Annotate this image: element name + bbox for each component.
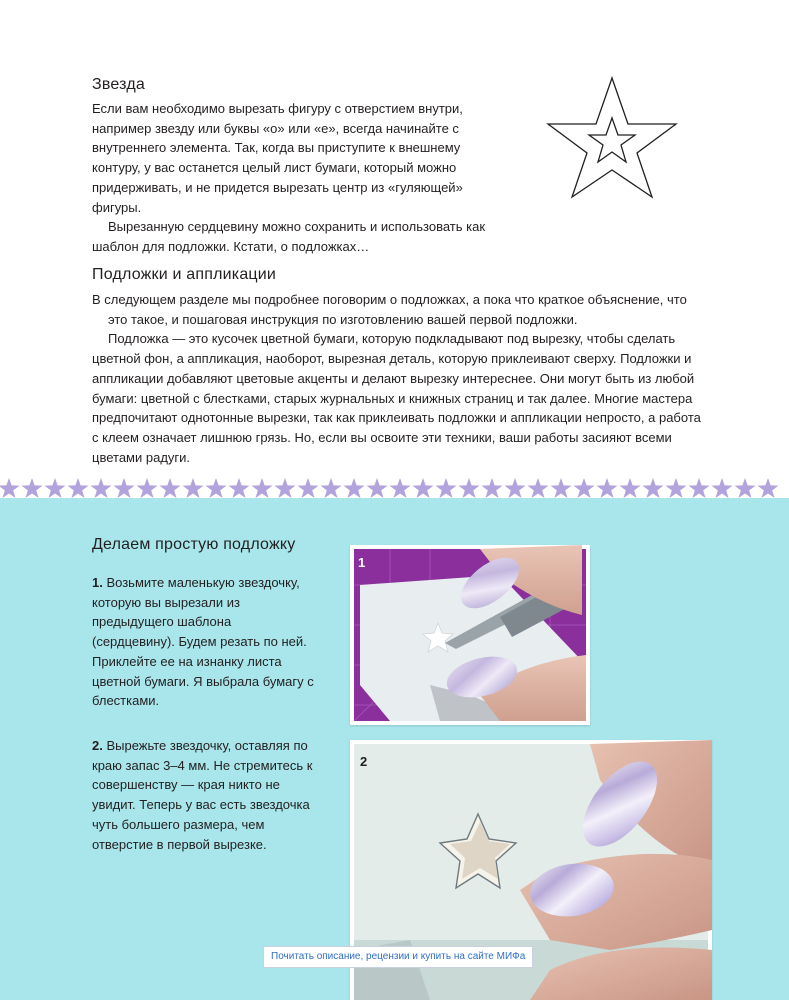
border-star-icon	[528, 478, 549, 498]
border-star-icon	[413, 478, 434, 498]
border-star-icon	[344, 478, 365, 498]
border-star-icon	[620, 478, 641, 498]
border-star-icon	[183, 478, 204, 498]
border-star-icon	[597, 478, 618, 498]
border-star-icon	[735, 478, 756, 498]
border-star-icon	[298, 478, 319, 498]
border-star-icon	[206, 478, 227, 498]
border-star-icon	[459, 478, 480, 498]
step-description: Возьмите маленькую звездочку, которую вы вырезали из предыдущего шаблона (сердцевину). Будем резать по ней. Приклейте ее на изнанку листа цветной бумаги. Я выбрала бумагу с блестками.	[92, 575, 314, 709]
star-border-decoration	[0, 476, 789, 502]
step-description: Вырежьте звездочку, оставляя по краю запас 3–4 мм. Не стремитесь к совершенству — края никто не увидит. Теперь у вас есть звездочка чуть большего размера, чем отверстие в первой вырезке.	[92, 738, 313, 852]
step-number: 1.	[92, 575, 103, 590]
border-star-icon	[137, 478, 158, 498]
border-star-icon	[482, 478, 503, 498]
star-row	[0, 476, 789, 502]
step-2-text	[92, 736, 316, 854]
border-star-icon	[574, 478, 595, 498]
border-star-icon	[22, 478, 43, 498]
border-star-icon	[436, 478, 457, 498]
star-section-text	[92, 99, 496, 257]
star-with-hole-illustration	[546, 76, 678, 200]
border-star-icon	[666, 478, 687, 498]
border-star-icon	[160, 478, 181, 498]
border-star-icon	[643, 478, 664, 498]
border-star-icon	[689, 478, 710, 498]
border-star-icon	[68, 478, 89, 498]
backing-section-title: Подложки и аппликации	[92, 266, 277, 283]
border-star-icon	[0, 478, 20, 498]
photo-number: 1	[358, 555, 366, 570]
border-star-icon	[91, 478, 112, 498]
step-number: 2.	[92, 738, 103, 753]
tutorial-title: Делаем простую подложку	[92, 536, 296, 553]
photo-number: 2	[360, 754, 368, 769]
border-star-icon	[114, 478, 135, 498]
backing-section-text	[92, 290, 706, 467]
border-star-icon	[45, 478, 66, 498]
buy-book-link[interactable]: Почитать описание, рецензии и купить на сайте МИФа	[263, 946, 533, 968]
border-star-icon	[390, 478, 411, 498]
border-star-icon	[229, 478, 250, 498]
step-1-text	[92, 573, 316, 711]
paragraph: Если вам необходимо вырезать фигуру с отверстием внутри, например звезду или буквы «о» или «е», всегда начинайте с внутреннего элемента. Так, когда вы приступите к внешнему контуру, у вас останется целый лист бумаги, который можно придерживать, и не придется вырезать центр из «гуляющей» фигуры.	[92, 101, 463, 215]
border-star-icon	[321, 478, 342, 498]
paragraph: Вырезанную сердцевину можно сохранить и использовать как шаблон для подложки. Кстати, о подложках…	[92, 219, 485, 254]
border-star-icon	[275, 478, 296, 498]
border-star-icon	[252, 478, 273, 498]
border-star-icon	[367, 478, 388, 498]
step-1-photo	[350, 545, 590, 725]
star-section-title: Звезда	[92, 76, 145, 93]
paragraph: Подложка — это кусочек цветной бумаги, которую подкладывают под вырезку, чтобы сделать цветной фон, а аппликация, наоборот, вырезная деталь, которую приклеивают сверху. Подложки и аппликации добавляют цветовые акценты и делают вырезку интереснее. Они могут быть из любой бумаги: цветной с блестками, старых журнальных и книжных страниц и так далее. Многие мастера предпочитают однотонные вырезки, так как приклеивать подложки и аппликации непросто, а работа с клеем означает лишнюю грязь. Но, если вы освоите эти техники, ваши работы засияют всеми цветами радуги.	[92, 331, 701, 465]
photo-cutting-knife	[350, 545, 590, 725]
border-star-icon	[505, 478, 526, 498]
paragraph: В следующем разделе мы подробнее поговорим о подложках, а пока что краткое объяснение, что это такое, и пошаговая инструкция по изготовлению вашей первой подложки.	[92, 292, 687, 327]
border-star-icon	[712, 478, 733, 498]
border-star-icon	[551, 478, 572, 498]
border-star-icon	[758, 478, 779, 498]
